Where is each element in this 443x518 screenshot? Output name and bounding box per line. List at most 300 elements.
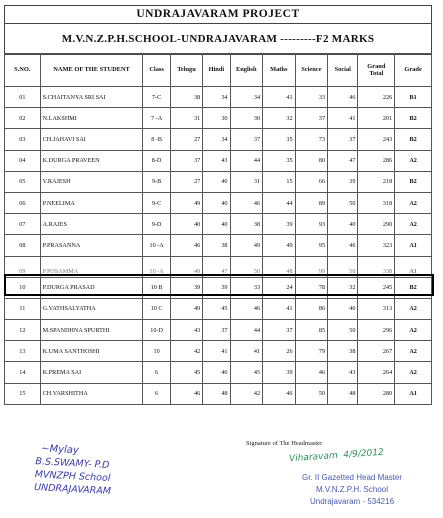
cell-maths bbox=[263, 277, 296, 298]
cell-science bbox=[295, 87, 328, 108]
cell-cls bbox=[143, 383, 170, 404]
cell-english bbox=[230, 277, 263, 298]
cell-hindi bbox=[203, 362, 230, 383]
cell-english bbox=[230, 192, 263, 213]
cell-value: 07 bbox=[19, 220, 26, 228]
cell-value: 02 bbox=[19, 114, 26, 122]
cell-value: 32 bbox=[349, 284, 356, 292]
cell-value: 43 bbox=[349, 369, 356, 377]
cell-hindi bbox=[203, 277, 230, 298]
cell-maths bbox=[263, 256, 296, 277]
cell-english bbox=[230, 320, 263, 341]
cell-value: 42 bbox=[194, 347, 201, 355]
cell-value: 13 bbox=[19, 347, 26, 355]
cell-telugu bbox=[170, 108, 203, 129]
cell-hindi bbox=[203, 341, 230, 362]
cell-telugu bbox=[170, 235, 203, 256]
cell-value: 40 bbox=[349, 220, 356, 228]
cell-value: 15 bbox=[19, 390, 26, 398]
cell-value: 50 bbox=[349, 268, 356, 276]
cell-value: 42 bbox=[253, 390, 261, 398]
cell-value: 86 bbox=[318, 305, 326, 313]
cell-value: 38 bbox=[221, 241, 228, 249]
cell-total bbox=[358, 341, 395, 362]
cell-social bbox=[328, 171, 358, 192]
cell-value: 37 bbox=[253, 135, 261, 143]
cell-english bbox=[230, 383, 263, 404]
cell-value: B2 bbox=[409, 135, 417, 143]
cell-value: A2 bbox=[409, 369, 417, 377]
cell-social bbox=[328, 341, 358, 362]
cell-value: 31 bbox=[253, 178, 261, 186]
cell-value: 33 bbox=[253, 284, 261, 292]
cell-value: 12 bbox=[19, 326, 26, 334]
cell-grade bbox=[395, 214, 432, 235]
col-grand-total: Grand Total bbox=[358, 54, 395, 87]
cell-value: 313 bbox=[382, 305, 393, 313]
table-row bbox=[5, 108, 432, 129]
cell-value: 218 bbox=[382, 178, 393, 186]
cell-value: 89 bbox=[318, 199, 326, 207]
cell-value: 39 bbox=[349, 178, 356, 186]
cell-sno bbox=[5, 129, 41, 150]
cell-cls bbox=[143, 256, 170, 277]
cell-grade bbox=[395, 341, 432, 362]
cell-cls bbox=[143, 362, 170, 383]
cell-value: 49 bbox=[194, 268, 201, 276]
table-row bbox=[5, 87, 432, 108]
teacher-signature bbox=[34, 442, 187, 502]
table-row bbox=[5, 129, 432, 150]
cell-social bbox=[328, 383, 358, 404]
cell-value: 37 bbox=[286, 326, 293, 334]
cell-value: 46 bbox=[253, 199, 261, 207]
table-row bbox=[5, 171, 432, 192]
cell-cls bbox=[143, 341, 170, 362]
cell-grade bbox=[395, 235, 432, 256]
cell-social bbox=[328, 150, 358, 171]
cell-sno bbox=[5, 341, 41, 362]
cell-value: A1 bbox=[409, 241, 417, 249]
cell-grade bbox=[395, 383, 432, 404]
cell-hindi bbox=[203, 214, 230, 235]
cell-value: CH.JAHAVI SAI bbox=[42, 135, 86, 143]
cell-maths bbox=[263, 320, 296, 341]
cell-maths bbox=[263, 129, 296, 150]
cell-name bbox=[40, 320, 143, 341]
cell-value: 08 bbox=[19, 241, 26, 249]
cell-value: 318 bbox=[382, 199, 393, 207]
school-stamp bbox=[272, 472, 432, 508]
cell-value: P.POSAMMA bbox=[42, 268, 79, 276]
cell-telugu bbox=[170, 320, 203, 341]
cell-maths bbox=[263, 87, 296, 108]
cell-sno bbox=[5, 298, 41, 319]
cell-value: 26 bbox=[286, 347, 293, 355]
cell-value: 9-B bbox=[151, 178, 162, 186]
cell-social bbox=[328, 362, 358, 383]
cell-value: N.LAKSHMI bbox=[42, 114, 77, 122]
cell-value: V.RAJESH bbox=[42, 178, 71, 186]
cell-social bbox=[328, 108, 358, 129]
cell-value: 95 bbox=[318, 241, 326, 249]
cell-english bbox=[230, 214, 263, 235]
cell-value: 40 bbox=[221, 178, 228, 186]
cell-sno bbox=[5, 108, 41, 129]
cell-value: 10 B bbox=[150, 284, 163, 292]
col-name: NAME OF THE STUDENT bbox=[40, 54, 143, 87]
cell-english bbox=[230, 362, 263, 383]
cell-cls bbox=[143, 192, 170, 213]
cell-value: 9-C bbox=[151, 199, 162, 207]
cell-hindi bbox=[203, 150, 230, 171]
cell-social bbox=[328, 87, 358, 108]
cell-cls bbox=[143, 150, 170, 171]
cell-maths bbox=[263, 108, 296, 129]
cell-value: 7-C bbox=[151, 93, 162, 101]
cell-value: 85 bbox=[318, 326, 326, 334]
cell-value: 46 bbox=[194, 241, 201, 249]
cell-value: 49 bbox=[286, 241, 293, 249]
cell-total bbox=[358, 383, 395, 404]
cell-value: 45 bbox=[194, 369, 201, 377]
cell-social bbox=[328, 256, 358, 277]
cell-value: 73 bbox=[318, 135, 326, 143]
cell-value: 49 bbox=[194, 305, 201, 313]
table-row bbox=[5, 362, 432, 383]
cell-value: 15 bbox=[286, 178, 293, 186]
cell-value: 267 bbox=[382, 347, 393, 355]
cell-name bbox=[40, 150, 143, 171]
table-row bbox=[5, 214, 432, 235]
cell-value: 10 -A bbox=[149, 268, 164, 276]
cell-grade bbox=[395, 320, 432, 341]
cell-name bbox=[40, 341, 143, 362]
cell-value: 34 bbox=[221, 135, 228, 143]
cell-maths bbox=[263, 383, 296, 404]
cell-value: 47 bbox=[221, 268, 228, 276]
cell-hindi bbox=[203, 256, 230, 277]
signature-date: 4/9/2012 bbox=[343, 447, 385, 461]
cell-telugu bbox=[170, 341, 203, 362]
cell-value: 9-D bbox=[151, 220, 162, 228]
cell-value: 50 bbox=[349, 326, 356, 334]
cell-value: 45 bbox=[253, 369, 261, 377]
col-sno: S.NO. bbox=[5, 54, 41, 87]
cell-value: 46 bbox=[349, 93, 356, 101]
cell-telugu bbox=[170, 298, 203, 319]
cell-value: 06 bbox=[19, 199, 26, 207]
cell-value: P.NEELIMA bbox=[42, 199, 75, 207]
cell-telugu bbox=[170, 129, 203, 150]
cell-science bbox=[295, 362, 328, 383]
cell-social bbox=[328, 129, 358, 150]
cell-value: A2 bbox=[409, 326, 417, 334]
cell-value: 10 bbox=[19, 284, 26, 292]
cell-value: 37 bbox=[318, 114, 326, 122]
cell-value: 30 bbox=[221, 114, 228, 122]
cell-value: 40 bbox=[221, 199, 228, 207]
cell-total bbox=[358, 320, 395, 341]
cell-grade bbox=[395, 108, 432, 129]
cell-maths bbox=[263, 235, 296, 256]
cell-value: 80 bbox=[318, 157, 326, 165]
cell-value: 226 bbox=[382, 93, 393, 101]
cell-value: K.DURGA PRAVEEN bbox=[42, 157, 100, 165]
cell-sno bbox=[5, 277, 41, 298]
cell-value: 7 -A bbox=[151, 114, 163, 122]
cell-value: B2 bbox=[409, 284, 417, 292]
cell-value: 31 bbox=[194, 114, 201, 122]
col-telugu: Telugu bbox=[170, 54, 203, 87]
cell-name bbox=[40, 277, 143, 298]
cell-value: 66 bbox=[318, 178, 326, 186]
cell-grade bbox=[395, 298, 432, 319]
cell-telugu bbox=[170, 277, 203, 298]
cell-value: 48 bbox=[221, 390, 228, 398]
cell-value: A1 bbox=[409, 268, 417, 276]
cell-grade bbox=[395, 171, 432, 192]
cell-value: 34 bbox=[221, 93, 228, 101]
cell-social bbox=[328, 214, 358, 235]
cell-social bbox=[328, 235, 358, 256]
cell-value: 45 bbox=[221, 305, 228, 313]
cell-value: 44 bbox=[286, 199, 293, 207]
cell-cls bbox=[143, 171, 170, 192]
cell-total bbox=[358, 235, 395, 256]
cell-value: G.VATHSALYATHA bbox=[42, 305, 96, 313]
cell-value: K.PREMA SAI bbox=[42, 369, 82, 377]
cell-name bbox=[40, 298, 143, 319]
cell-value: 43 bbox=[194, 326, 201, 334]
cell-value: 46 bbox=[194, 390, 201, 398]
cell-value: 93 bbox=[318, 220, 326, 228]
cell-total bbox=[358, 277, 395, 298]
cell-value: B2 bbox=[409, 114, 417, 122]
sheet-subtitle: M.V.N.Z.P.H.SCHOOL-UNDRAJAVARAM ---------F2 MARKS bbox=[4, 23, 432, 55]
col-class: Class bbox=[143, 54, 170, 87]
cell-value: 40 bbox=[221, 220, 228, 228]
table-row bbox=[5, 277, 432, 298]
cell-value: 38 bbox=[349, 347, 356, 355]
cell-total bbox=[358, 150, 395, 171]
col-social: Social bbox=[328, 54, 358, 87]
cell-value: 38 bbox=[194, 93, 201, 101]
cell-name bbox=[40, 192, 143, 213]
cell-telugu bbox=[170, 150, 203, 171]
cell-value: 39 bbox=[221, 284, 228, 292]
cell-sno bbox=[5, 256, 41, 277]
cell-telugu bbox=[170, 192, 203, 213]
cell-value: 8-D bbox=[151, 157, 162, 165]
cell-value: 245 bbox=[382, 284, 393, 292]
cell-science bbox=[295, 320, 328, 341]
cell-value: 34 bbox=[253, 93, 261, 101]
cell-value: 46 bbox=[318, 369, 326, 377]
cell-value: P.DURGA PRASAD bbox=[42, 284, 95, 292]
cell-value: B1 bbox=[409, 93, 417, 101]
cell-grade bbox=[395, 277, 432, 298]
cell-english bbox=[230, 171, 263, 192]
table-row bbox=[5, 256, 432, 277]
cell-sno bbox=[5, 362, 41, 383]
cell-name bbox=[40, 108, 143, 129]
cell-value: 41 bbox=[253, 347, 261, 355]
cell-science bbox=[295, 171, 328, 192]
cell-telugu bbox=[170, 383, 203, 404]
cell-value: M.SPANDHNA SPURTHI bbox=[42, 326, 110, 334]
cell-value: K.UMA SANTHOSHI bbox=[42, 347, 100, 355]
cell-name bbox=[40, 214, 143, 235]
cell-value: A2 bbox=[409, 305, 417, 313]
cell-sno bbox=[5, 383, 41, 404]
cell-value: 37 bbox=[221, 326, 228, 334]
cell-value: 50 bbox=[253, 268, 261, 276]
cell-value: 6 bbox=[155, 390, 159, 398]
cell-value: 35 bbox=[286, 157, 293, 165]
cell-science bbox=[295, 129, 328, 150]
cell-telugu bbox=[170, 362, 203, 383]
cell-name bbox=[40, 383, 143, 404]
cell-sno bbox=[5, 87, 41, 108]
cell-grade bbox=[395, 150, 432, 171]
cell-value: 43 bbox=[221, 157, 228, 165]
cell-english bbox=[230, 108, 263, 129]
stamp-line-2: M.V.N.Z.P.H. School bbox=[315, 485, 389, 494]
cell-value: P.PRASANNA bbox=[42, 241, 81, 249]
cell-sno bbox=[5, 192, 41, 213]
cell-value: 39 bbox=[286, 369, 293, 377]
cell-english bbox=[230, 256, 263, 277]
cell-value: 33 bbox=[318, 93, 326, 101]
table-row bbox=[5, 235, 432, 256]
cell-value: A2 bbox=[409, 220, 417, 228]
signature-line-3: UNDRAJAVARAM bbox=[33, 482, 112, 498]
cell-value: 50 bbox=[349, 199, 356, 207]
cell-total bbox=[358, 171, 395, 192]
cell-social bbox=[328, 298, 358, 319]
stamp-line-3: Undrajavaram - 534216 bbox=[309, 497, 395, 506]
cell-cls bbox=[143, 87, 170, 108]
cell-grade bbox=[395, 362, 432, 383]
table-row bbox=[5, 150, 432, 171]
cell-name bbox=[40, 362, 143, 383]
handwritten-signature: ~Mylay bbox=[40, 443, 80, 457]
cell-social bbox=[328, 320, 358, 341]
cell-hindi bbox=[203, 108, 230, 129]
cell-value: 41 bbox=[221, 347, 228, 355]
cell-sno bbox=[5, 214, 41, 235]
signature-line-1: B.S.SWAMY- P.D bbox=[35, 456, 110, 471]
cell-value: 286 bbox=[382, 157, 393, 165]
cell-value: 47 bbox=[349, 157, 356, 165]
cell-value: 30 bbox=[253, 114, 261, 122]
cell-grade bbox=[395, 192, 432, 213]
cell-maths bbox=[263, 214, 296, 235]
cell-value: 46 bbox=[221, 369, 228, 377]
cell-name bbox=[40, 129, 143, 150]
cell-total bbox=[358, 298, 395, 319]
marks-table bbox=[4, 53, 432, 405]
cell-value: 323 bbox=[382, 241, 393, 249]
cell-value: 48 bbox=[349, 390, 356, 398]
cell-value: 79 bbox=[318, 347, 326, 355]
cell-maths bbox=[263, 192, 296, 213]
cell-total bbox=[358, 129, 395, 150]
cell-value: 49 bbox=[194, 199, 201, 207]
cell-value: A2 bbox=[409, 157, 417, 165]
cell-value: A2 bbox=[409, 199, 417, 207]
cell-value: 44 bbox=[253, 326, 261, 334]
cell-value: 38 bbox=[253, 220, 261, 228]
cell-hindi bbox=[203, 298, 230, 319]
cell-maths bbox=[263, 150, 296, 171]
cell-value: 39 bbox=[286, 220, 293, 228]
cell-science bbox=[295, 277, 328, 298]
cell-science bbox=[295, 341, 328, 362]
stamp-line-1: Gr. II Gazetted Head Master bbox=[301, 473, 403, 482]
cell-value: 46 bbox=[349, 241, 356, 249]
cell-value: 46 bbox=[286, 390, 293, 398]
cell-telugu bbox=[170, 171, 203, 192]
cell-value: S.CHAITANYA SRI SAI bbox=[42, 93, 106, 101]
cell-cls bbox=[143, 298, 170, 319]
col-hindi: Hindi bbox=[203, 54, 230, 87]
cell-value: 09 bbox=[19, 268, 26, 276]
cell-value: 10 -A bbox=[149, 241, 164, 249]
cell-value: 04 bbox=[19, 157, 26, 165]
cell-value: 01 bbox=[19, 93, 26, 101]
table-body bbox=[5, 87, 432, 405]
cell-value: 280 bbox=[382, 390, 393, 398]
cell-name bbox=[40, 171, 143, 192]
table-row bbox=[5, 320, 432, 341]
cell-value: A.RAJES bbox=[42, 220, 67, 228]
cell-value: 05 bbox=[19, 178, 26, 186]
cell-science bbox=[295, 150, 328, 171]
cell-value: 03 bbox=[19, 135, 26, 143]
cell-sno bbox=[5, 171, 41, 192]
cell-value: 243 bbox=[382, 135, 393, 143]
cell-value: 24 bbox=[286, 284, 293, 292]
cell-name bbox=[40, 87, 143, 108]
cell-value: 41 bbox=[349, 114, 356, 122]
cell-hindi bbox=[203, 171, 230, 192]
cell-value: 41 bbox=[286, 93, 293, 101]
cell-science bbox=[295, 256, 328, 277]
cell-value: A2 bbox=[409, 347, 417, 355]
cell-value: 8 -B bbox=[151, 135, 163, 143]
cell-english bbox=[230, 341, 263, 362]
cell-value: 50 bbox=[318, 390, 326, 398]
sheet-title: UNDRAJAVARAM PROJECT bbox=[4, 5, 432, 23]
table-row bbox=[5, 298, 432, 319]
cell-value: 6 bbox=[155, 369, 159, 377]
cell-value: B2 bbox=[409, 178, 417, 186]
cell-value: 290 bbox=[382, 220, 393, 228]
cell-cls bbox=[143, 235, 170, 256]
table-header-row bbox=[5, 54, 432, 87]
cell-value: 264 bbox=[382, 369, 393, 377]
cell-english bbox=[230, 235, 263, 256]
cell-total bbox=[358, 108, 395, 129]
col-science: Science bbox=[295, 54, 328, 87]
cell-science bbox=[295, 383, 328, 404]
signature-line-2: MVNZPH School bbox=[34, 469, 111, 485]
cell-value: 37 bbox=[349, 135, 356, 143]
cell-english bbox=[230, 150, 263, 171]
cell-value: 49 bbox=[253, 241, 261, 249]
